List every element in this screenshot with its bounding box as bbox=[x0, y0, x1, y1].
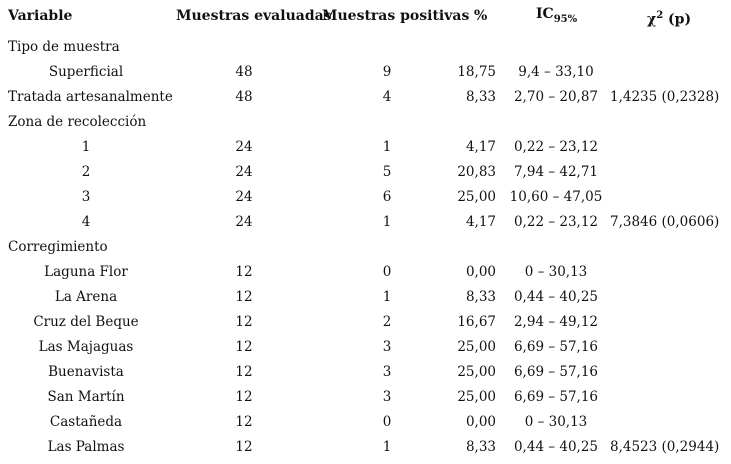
ci-cell: 2,94 – 49,12 bbox=[513, 314, 599, 330]
evaluated-cell: 12 bbox=[235, 264, 253, 280]
variable-cell: Superficial bbox=[48, 64, 124, 80]
positive-cell: 1 bbox=[382, 139, 392, 155]
variable-cell: 4 bbox=[81, 214, 91, 230]
table-row bbox=[0, 410, 731, 435]
variable-cell: Castañeda bbox=[49, 414, 123, 430]
positive-cell: 5 bbox=[382, 164, 392, 180]
group-header-row bbox=[0, 235, 731, 260]
positive-cell: 3 bbox=[382, 389, 392, 405]
table-row bbox=[0, 60, 731, 85]
table-row bbox=[0, 385, 731, 410]
positive-cell: 1 bbox=[382, 289, 392, 305]
variable-cell: San Martín bbox=[47, 389, 125, 405]
ci-cell: 2,70 – 20,87 bbox=[513, 89, 599, 105]
header-percent: % bbox=[474, 8, 488, 24]
positive-cell: 9 bbox=[382, 64, 392, 80]
group-header-row bbox=[0, 110, 731, 135]
ci-cell: 0,44 – 40,25 bbox=[513, 289, 599, 305]
positive-cell: 4 bbox=[382, 89, 392, 105]
ci-cell: 0 – 30,13 bbox=[524, 264, 588, 280]
header-chi-rest: (p) bbox=[663, 11, 692, 28]
positive-cell: 6 bbox=[382, 189, 392, 205]
header-ci-base: IC bbox=[536, 6, 554, 22]
variable-cell: Buenavista bbox=[48, 364, 124, 380]
percent-cell: 20,83 bbox=[457, 164, 496, 180]
ci-cell: 6,69 – 57,16 bbox=[513, 339, 599, 355]
table-row bbox=[0, 135, 731, 160]
ci-cell: 10,60 – 47,05 bbox=[509, 189, 603, 205]
percent-cell: 18,75 bbox=[457, 64, 496, 80]
evaluated-cell: 48 bbox=[235, 89, 253, 105]
evaluated-cell: 12 bbox=[235, 289, 253, 305]
percent-cell: 25,00 bbox=[457, 339, 496, 355]
table-row bbox=[0, 160, 731, 185]
header-ci-sub: 95% bbox=[553, 13, 578, 25]
variable-cell: Laguna Flor bbox=[44, 264, 128, 280]
percent-cell: 25,00 bbox=[457, 389, 496, 405]
ci-cell: 0,22 – 23,12 bbox=[513, 214, 599, 230]
table-row bbox=[0, 85, 731, 110]
evaluated-cell: 12 bbox=[235, 364, 253, 380]
variable-cell: Tratada artesanalmente bbox=[8, 89, 173, 105]
table-row bbox=[0, 285, 731, 310]
evaluated-cell: 24 bbox=[235, 164, 253, 180]
ci-cell: 0,44 – 40,25 bbox=[513, 439, 599, 455]
evaluated-cell: 12 bbox=[235, 339, 253, 355]
table-row bbox=[0, 185, 731, 210]
header-chi-sup: 2 bbox=[656, 10, 664, 21]
percent-cell: 8,33 bbox=[465, 439, 496, 455]
evaluated-cell: 24 bbox=[235, 189, 253, 205]
header-positive: Muestras positivas bbox=[322, 8, 470, 24]
table-row bbox=[0, 210, 731, 235]
evaluated-cell: 12 bbox=[235, 439, 253, 455]
variable-cell: 1 bbox=[81, 139, 91, 155]
percent-cell: 25,00 bbox=[457, 189, 496, 205]
percent-cell: 4,17 bbox=[465, 139, 496, 155]
header-ci bbox=[536, 6, 577, 32]
header-variable: Variable bbox=[8, 8, 73, 24]
positive-cell: 0 bbox=[382, 414, 392, 430]
table-row bbox=[0, 310, 731, 335]
group-label: Tipo de muestra bbox=[8, 39, 120, 55]
group-label: Zona de recolección bbox=[8, 114, 147, 130]
percent-cell: 8,33 bbox=[465, 89, 496, 105]
positive-cell: 3 bbox=[382, 364, 392, 380]
variable-cell: 3 bbox=[81, 189, 91, 205]
percent-cell: 0,00 bbox=[465, 264, 496, 280]
group-header-row bbox=[0, 35, 731, 60]
percent-cell: 8,33 bbox=[465, 289, 496, 305]
variable-cell: Las Majaguas bbox=[38, 339, 134, 355]
chi-cell: 7,3846 (0,0606) bbox=[610, 214, 720, 230]
table-row bbox=[0, 260, 731, 285]
positive-cell: 3 bbox=[382, 339, 392, 355]
header-chi bbox=[647, 10, 691, 36]
ci-cell: 9,4 – 33,10 bbox=[518, 64, 594, 80]
percent-cell: 25,00 bbox=[457, 364, 496, 380]
evaluated-cell: 24 bbox=[235, 139, 253, 155]
chi-cell: 8,4523 (0,2944) bbox=[610, 439, 720, 455]
positive-cell: 0 bbox=[382, 264, 392, 280]
positive-cell: 1 bbox=[382, 214, 392, 230]
variable-cell: 2 bbox=[81, 164, 91, 180]
evaluated-cell: 48 bbox=[235, 64, 253, 80]
table-row bbox=[0, 435, 731, 460]
positive-cell: 1 bbox=[382, 439, 392, 455]
ci-cell: 6,69 – 57,16 bbox=[513, 364, 599, 380]
variable-cell: Las Palmas bbox=[47, 439, 125, 455]
chi-cell: 1,4235 (0,2328) bbox=[610, 89, 720, 105]
ci-cell: 6,69 – 57,16 bbox=[513, 389, 599, 405]
positive-cell: 2 bbox=[382, 314, 392, 330]
ci-cell: 0,22 – 23,12 bbox=[513, 139, 599, 155]
variable-cell: La Arena bbox=[54, 289, 118, 305]
evaluated-cell: 12 bbox=[235, 414, 253, 430]
header-chi-base: χ bbox=[647, 11, 657, 28]
variable-cell: Cruz del Beque bbox=[33, 314, 139, 330]
percent-cell: 0,00 bbox=[465, 414, 496, 430]
group-label: Corregimiento bbox=[8, 239, 108, 255]
table-row bbox=[0, 335, 731, 360]
evaluated-cell: 12 bbox=[235, 389, 253, 405]
evaluated-cell: 24 bbox=[235, 214, 253, 230]
ci-cell: 7,94 – 42,71 bbox=[513, 164, 599, 180]
header-evaluated: Muestras evaluadas bbox=[176, 8, 332, 24]
table-row bbox=[0, 360, 731, 385]
percent-cell: 4,17 bbox=[465, 214, 496, 230]
percent-cell: 16,67 bbox=[457, 314, 496, 330]
ci-cell: 0 – 30,13 bbox=[524, 414, 588, 430]
evaluated-cell: 12 bbox=[235, 314, 253, 330]
